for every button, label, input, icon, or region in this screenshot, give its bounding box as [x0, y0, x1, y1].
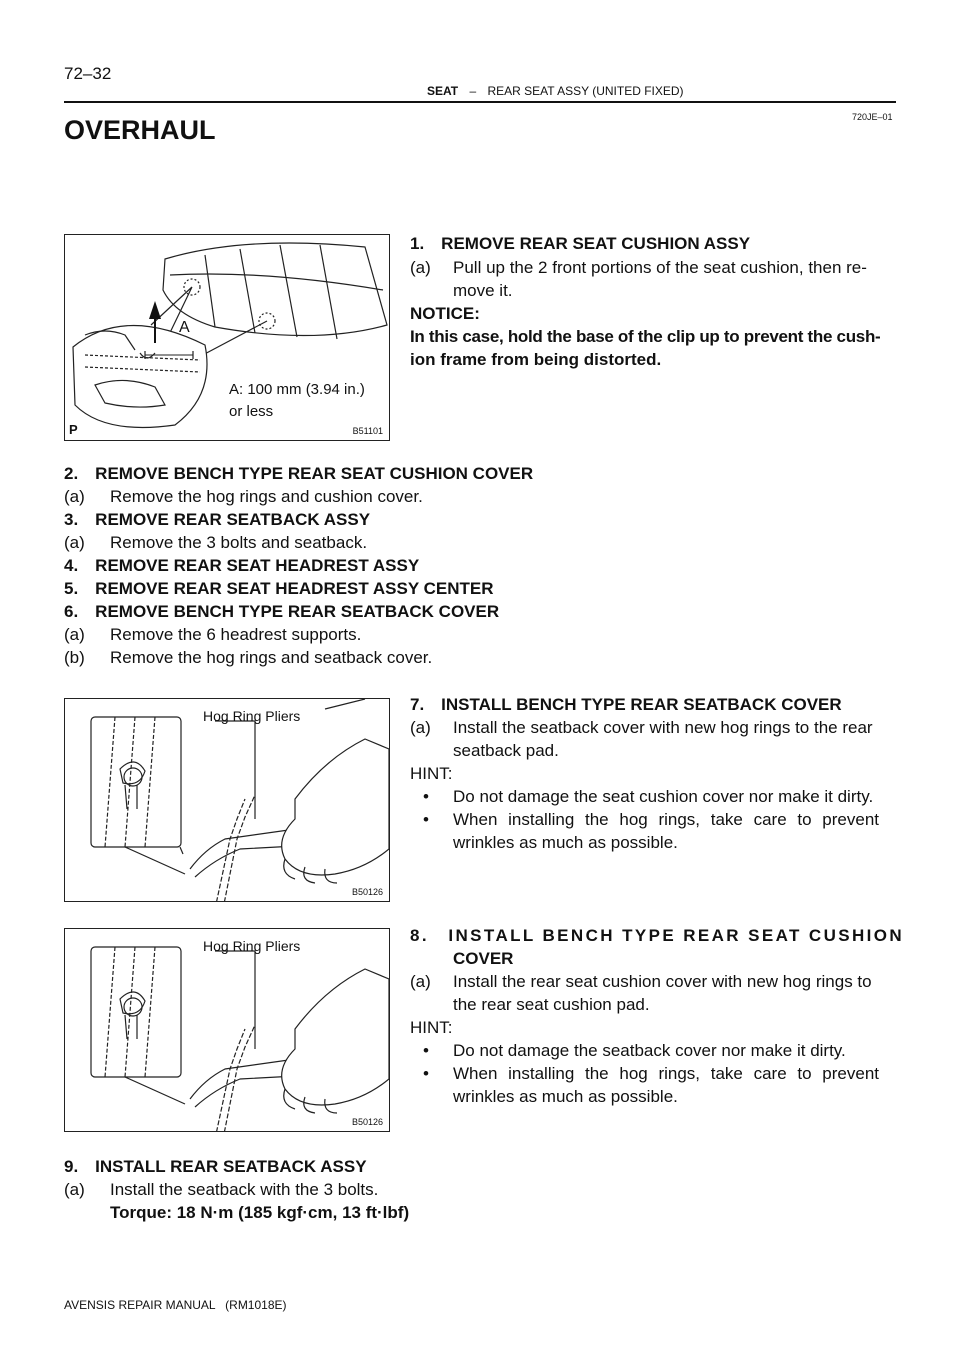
- step-8-hint: HINT:: [410, 1018, 453, 1037]
- step-7a-num: (a): [410, 718, 431, 737]
- dimension-label-a: A: [179, 319, 190, 336]
- step-7-bullet-2: • When installing the hog rings, take care to prevent: [453, 808, 879, 831]
- step-9a-num: (a): [64, 1180, 85, 1199]
- section-name: SEAT: [427, 84, 459, 98]
- step-3-heading: 3. REMOVE REAR SEATBACK ASSY: [64, 510, 371, 529]
- dimension-note: [229, 379, 365, 423]
- section-dash: –: [469, 84, 477, 98]
- notice-label: NOTICE:: [410, 304, 480, 323]
- footer-manual: AVENSIS REPAIR MANUAL (RM1018E): [64, 1298, 287, 1312]
- step-8a-line2: the rear seat cushion pad.: [453, 995, 650, 1014]
- step-7-bullet-2-cont: wrinkles as much as possible.: [453, 833, 678, 852]
- step-2-heading: 2. REMOVE BENCH TYPE REAR SEAT CUSHION COVER: [64, 464, 534, 483]
- step-9-heading: 9. INSTALL REAR SEATBACK ASSY: [64, 1157, 367, 1176]
- step-6b-num: (b): [64, 648, 85, 667]
- figure-p-mark: P: [69, 422, 78, 437]
- hog-ring-pliers-illustration: [65, 699, 390, 902]
- figure-code: B51101: [352, 426, 383, 436]
- step-7a-line1: Install the seatback cover with new hog rings to the rear: [453, 718, 873, 737]
- page-title: OVERHAUL: [64, 115, 216, 145]
- step-3a-num: (a): [64, 533, 85, 552]
- figure-code: B50126: [351, 1117, 383, 1127]
- step-8-heading-cont: COVER: [453, 949, 514, 968]
- notice-line1: In this case, hold the base of the clip up to prevent the cush-: [410, 327, 881, 346]
- page-number: 72–32: [64, 64, 112, 83]
- figure-code: B50126: [351, 887, 383, 897]
- pliers-label: Hog Ring Pliers: [203, 938, 301, 954]
- step-2a-num: (a): [64, 487, 85, 506]
- dimension-note-line1: A: 100 mm (3.94 in.): [229, 381, 365, 398]
- step-8a-num: (a): [410, 972, 431, 991]
- hog-ring-pliers-illustration: [65, 929, 390, 1132]
- step-3a: Remove the 3 bolts and seatback.: [110, 533, 368, 552]
- step-1a-num: (a): [410, 258, 431, 277]
- step-6-heading: 6. REMOVE BENCH TYPE REAR SEATBACK COVER: [64, 602, 500, 621]
- step-5-heading: 5. REMOVE REAR SEAT HEADREST ASSY CENTER: [64, 579, 494, 598]
- step-8-bullet-1: • Do not damage the seatback cover nor make it dirty.: [453, 1039, 846, 1062]
- doc-code: 720JE–01: [852, 112, 893, 122]
- step-7a-line2: seatback pad.: [453, 741, 559, 760]
- step-8-heading: 8. INSTALL BENCH TYPE REAR SEAT CUSHION: [410, 926, 905, 945]
- step-2a: Remove the hog rings and cushion cover.: [110, 487, 423, 506]
- dimension-note-line2: or less: [229, 403, 274, 420]
- figure-seat-cushion-removal: [64, 234, 390, 441]
- figure-hog-ring-pliers-2: [64, 928, 390, 1132]
- header-section: [427, 84, 684, 98]
- step-7-heading: 7. INSTALL BENCH TYPE REAR SEATBACK COVER: [410, 695, 842, 714]
- pliers-label: Hog Ring Pliers: [203, 708, 301, 724]
- step-8a-line1: Install the rear seat cushion cover with new hog rings to: [453, 972, 872, 991]
- step-6a: Remove the 6 headrest supports.: [110, 625, 362, 644]
- torque-spec: Torque: 18 N·m (185 kgf·cm, 13 ft·lbf): [110, 1203, 410, 1222]
- header-rule: [64, 101, 896, 103]
- step-1-heading: 1. REMOVE REAR SEAT CUSHION ASSY: [410, 234, 751, 253]
- step-6a-num: (a): [64, 625, 85, 644]
- notice-line2: ion frame from being distorted.: [410, 350, 662, 369]
- step-7-bullet-1: • Do not damage the seat cushion cover nor make it dirty.: [453, 785, 873, 808]
- step-9a: Install the seatback with the 3 bolts.: [110, 1180, 379, 1199]
- figure-hog-ring-pliers-1: [64, 698, 390, 902]
- step-6b: Remove the hog rings and seatback cover.: [110, 648, 433, 667]
- step-1a-line2: move it.: [453, 281, 513, 300]
- step-7-hint: HINT:: [410, 764, 453, 783]
- subsection-name: REAR SEAT ASSY (UNITED FIXED): [487, 84, 684, 98]
- step-1a-line1: Pull up the 2 front portions of the seat cushion, then re-: [453, 258, 867, 277]
- step-4-heading: 4. REMOVE REAR SEAT HEADREST ASSY: [64, 556, 420, 575]
- step-8-bullet-2-cont: wrinkles as much as possible.: [453, 1087, 678, 1106]
- step-8-bullet-2: • When installing the hog rings, take care to prevent: [453, 1062, 879, 1085]
